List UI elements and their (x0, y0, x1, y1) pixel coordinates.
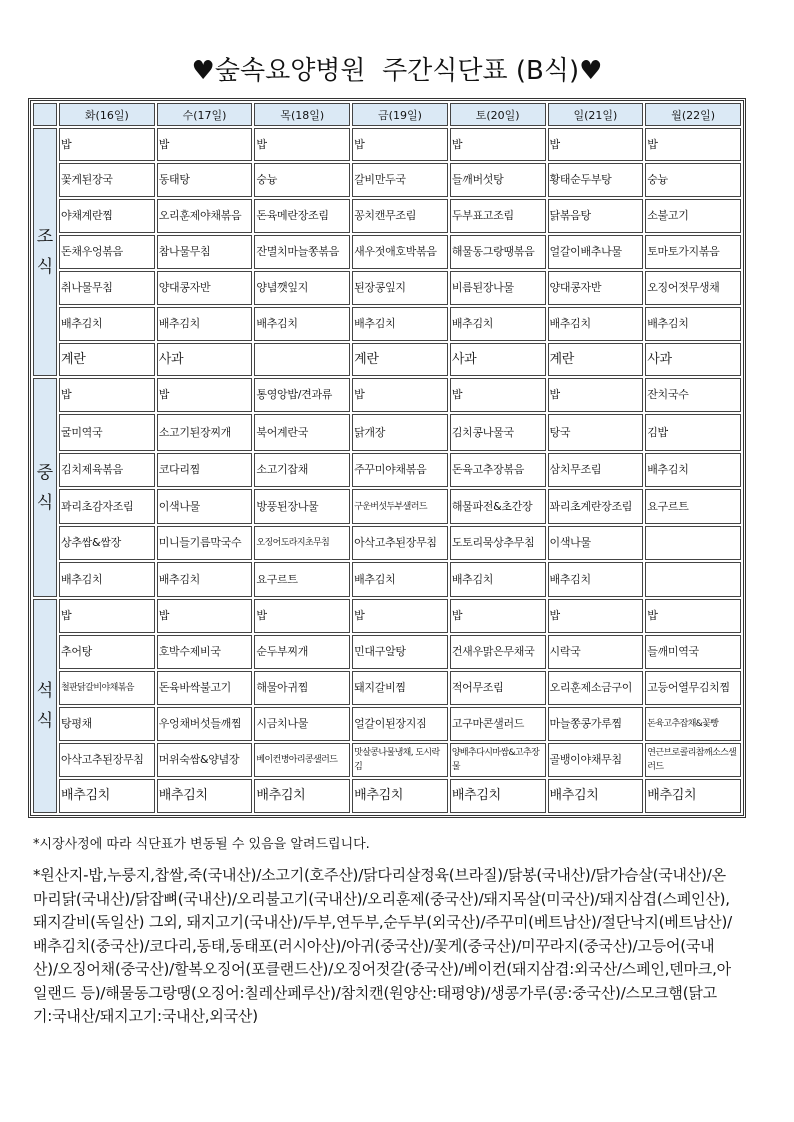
menu-item: 배추김치 (645, 307, 741, 341)
menu-item: 탕국 (548, 414, 644, 451)
menu-item: 고등어열무김치찜 (645, 671, 741, 705)
menu-item: 사과 (157, 343, 253, 376)
menu-item: 호박수제비국 (157, 635, 253, 669)
day-header-row (33, 103, 741, 126)
menu-item: 구운버섯두부샐러드 (352, 489, 448, 524)
menu-item: 토마토가지볶음 (645, 235, 741, 269)
menu-item: 배추김치 (59, 779, 155, 813)
menu-item: 오리훈제야채볶음 (157, 199, 253, 233)
menu-item: 새우젓애호박볶음 (352, 235, 448, 269)
menu-item: 배추김치 (450, 307, 546, 341)
dinner-row (33, 707, 741, 741)
lunch-label: 중 식 (33, 378, 57, 597)
day-header: 화(16일) (59, 103, 155, 126)
menu-item: 꽃게된장국 (59, 163, 155, 197)
menu-item: 우엉채버섯들깨찜 (157, 707, 253, 741)
menu-item: 배추김치 (254, 307, 350, 341)
menu-item: 배추김치 (157, 779, 253, 813)
menu-item: 밥 (157, 378, 253, 412)
menu-table-frame (28, 98, 746, 818)
menu-item: 사과 (645, 343, 741, 376)
menu-item: 돈육메란장조림 (254, 199, 350, 233)
menu-item: 방풍된장나물 (254, 489, 350, 524)
lunch-row (33, 378, 741, 412)
menu-item: 밥 (352, 599, 448, 633)
menu-item: 아삭고추된장무침 (352, 526, 448, 560)
menu-item: 배추김치 (59, 307, 155, 341)
menu-item: 배추김치 (352, 779, 448, 813)
menu-item: 고구마콘샐러드 (450, 707, 546, 741)
menu-item: 적어무조림 (450, 671, 546, 705)
menu-item: 밥 (59, 599, 155, 633)
menu-item: 밥 (59, 128, 155, 161)
breakfast-row (33, 199, 741, 233)
menu-item: 배추김치 (548, 307, 644, 341)
weekly-menu-table (31, 101, 743, 815)
menu-item: 배추김치 (157, 307, 253, 341)
menu-item: 통영앙밥/견과류 (254, 378, 350, 412)
change-notice: *시장사정에 따라 식단표가 변동될 수 있음을 알려드립니다. (33, 837, 370, 852)
menu-item: 갈비만두국 (352, 163, 448, 197)
menu-item: 오징어젓무생채 (645, 271, 741, 305)
menu-item: 숭늉 (645, 163, 741, 197)
menu-item: 도토리묵상추무침 (450, 526, 546, 560)
menu-item: 맛살콩나물냉채, 도시락김 (352, 743, 448, 777)
menu-item: 두부표고조림 (450, 199, 546, 233)
menu-item: 밥 (450, 128, 546, 161)
origin-notice: *원산지-밥,누룽지,찹쌀,죽(국내산)/소고기(호주산)/닭다리살정육(브라질)/닭봉(국내산)/닭가슴살(국내산)/온마리닭(국내산)/닭잡뼈(국내산)/오리불고기(국내산)/오리훈제(중국산)/돼지목살(미국산)/돼지삼겹(스페인산),돼지갈비(독일산) 그외, 돼지고기(국내산)/두부,연두부,순두부(외국산)/주꾸미(베트남산)/절단낙지(베트남산)/배추김치(중국산)/코다리,동태,동태포(러시아산)/아귀(중국산)/꽃게(중국산)/미꾸라지(중국산)/고등어(국내산)/오징어채(중국산)/할복오징어(포클랜드산)/오징어젓갈(중국산)/베이컨(돼지삼겹:외국산/스페인,덴마크,아일랜드 등)/해물동그랑땡(오징어:칠레산페루산)/참치캔(원양산:태평양)/생콩가루(콩:중국산)/스모크햄(닭고기:국내산/돼지고기:국내산,외국산) (33, 866, 732, 1025)
dinner-label: 석 식 (33, 599, 57, 813)
menu-item: 주꾸미야채볶음 (352, 453, 448, 487)
menu-item: 잔멸치마늘쫑볶음 (254, 235, 350, 269)
menu-item: 연근브로콜리참깨소스샐러드 (645, 743, 741, 777)
menu-item: 배추김치 (450, 562, 546, 597)
menu-item: 양대콩자반 (548, 271, 644, 305)
menu-item: 취나물무침 (59, 271, 155, 305)
menu-item: 김치콩나물국 (450, 414, 546, 451)
menu-item: 머위숙쌈&양념장 (157, 743, 253, 777)
menu-item: 꽈리초감자조림 (59, 489, 155, 524)
menu-item: 된장콩잎지 (352, 271, 448, 305)
menu-item: 삼치무조림 (548, 453, 644, 487)
menu-item: 돈육바싹불고기 (157, 671, 253, 705)
menu-item: 양념깻잎지 (254, 271, 350, 305)
breakfast-row (33, 128, 741, 161)
dinner-row (33, 671, 741, 705)
menu-body (33, 128, 741, 813)
menu-item: 오리훈제소금구이 (548, 671, 644, 705)
menu-item: 미니들기름막국수 (157, 526, 253, 560)
menu-item: 이색나물 (548, 526, 644, 560)
dinner-row (33, 599, 741, 633)
menu-item: 배추김치 (450, 779, 546, 813)
menu-item: 오징어도라지초무침 (254, 526, 350, 560)
menu-item: 해물파전&초간장 (450, 489, 546, 524)
menu-item: 밥 (157, 128, 253, 161)
menu-item: 황태순두부탕 (548, 163, 644, 197)
menu-item: 밥 (548, 128, 644, 161)
menu-item: 들깨버섯탕 (450, 163, 546, 197)
breakfast-row (33, 343, 741, 376)
menu-item: 배추김치 (548, 562, 644, 597)
menu-item: 밥 (548, 378, 644, 412)
menu-item: 숭늉 (254, 163, 350, 197)
lunch-row (33, 489, 741, 524)
menu-item: 추어탕 (59, 635, 155, 669)
menu-item: 소고기된장찌개 (157, 414, 253, 451)
menu-item: 돈채우엉볶음 (59, 235, 155, 269)
menu-item (254, 343, 350, 376)
dinner-row (33, 743, 741, 777)
menu-item: 밥 (352, 378, 448, 412)
menu-item: 마늘쫑콩가루찜 (548, 707, 644, 741)
menu-item: 밥 (450, 599, 546, 633)
menu-item: 김밥 (645, 414, 741, 451)
lunch-row (33, 453, 741, 487)
menu-item: 건새우맑은무채국 (450, 635, 546, 669)
menu-item: 배추김치 (254, 779, 350, 813)
menu-item: 코다리찜 (157, 453, 253, 487)
page-title: ♥숲속요양병원 주간식단표 (B식)♥ (191, 56, 603, 86)
menu-item: 소고기잡채 (254, 453, 350, 487)
menu-item: 배추김치 (352, 307, 448, 341)
menu-item (645, 526, 741, 560)
breakfast-row (33, 307, 741, 341)
menu-item: 돈육고추잡채&꽃빵 (645, 707, 741, 741)
menu-item: 잔치국수 (645, 378, 741, 412)
menu-item: 비름된장나물 (450, 271, 546, 305)
breakfast-row (33, 163, 741, 197)
menu-item: 요구르트 (645, 489, 741, 524)
menu-item: 돼지갈비찜 (352, 671, 448, 705)
menu-item: 꽁치캔무조림 (352, 199, 448, 233)
menu-item: 야채계란찜 (59, 199, 155, 233)
menu-item: 해물동그랑땡볶음 (450, 235, 546, 269)
menu-item: 배추김치 (352, 562, 448, 597)
menu-item: 순두부찌개 (254, 635, 350, 669)
menu-item: 상추쌈&쌈장 (59, 526, 155, 560)
menu-item: 굴미역국 (59, 414, 155, 451)
menu-item: 철판닭갈비야채볶음 (59, 671, 155, 705)
menu-item: 이색나물 (157, 489, 253, 524)
menu-item: 참나물무침 (157, 235, 253, 269)
menu-item: 배추김치 (59, 562, 155, 597)
menu-item: 시락국 (548, 635, 644, 669)
menu-item: 소불고기 (645, 199, 741, 233)
menu-item: 밥 (450, 378, 546, 412)
menu-item: 배추김치 (548, 779, 644, 813)
day-header: 토(20일) (450, 103, 546, 126)
lunch-row (33, 562, 741, 597)
menu-item: 얼갈이된장지짐 (352, 707, 448, 741)
menu-item: 배추김치 (645, 779, 741, 813)
day-header: 목(18일) (254, 103, 350, 126)
menu-item: 시금치나물 (254, 707, 350, 741)
menu-item: 양배추다시마쌈&고추장물 (450, 743, 546, 777)
menu-item: 김치제육볶음 (59, 453, 155, 487)
menu-item: 밥 (157, 599, 253, 633)
menu-item: 동태탕 (157, 163, 253, 197)
menu-item: 얼갈이배추나물 (548, 235, 644, 269)
menu-item: 탕평채 (59, 707, 155, 741)
menu-item: 사과 (450, 343, 546, 376)
menu-item (645, 562, 741, 597)
menu-item: 밥 (645, 128, 741, 161)
breakfast-label: 조 식 (33, 128, 57, 376)
breakfast-row (33, 271, 741, 305)
menu-item: 배추김치 (645, 453, 741, 487)
menu-item: 돈육고추장볶음 (450, 453, 546, 487)
menu-item: 양대콩자반 (157, 271, 253, 305)
menu-item: 밥 (59, 378, 155, 412)
menu-item: 닭볶음탕 (548, 199, 644, 233)
menu-item: 밥 (352, 128, 448, 161)
menu-item: 들깨미역국 (645, 635, 741, 669)
menu-item: 골뱅이야채무침 (548, 743, 644, 777)
menu-item: 꽈리초계란장조림 (548, 489, 644, 524)
menu-item: 밥 (254, 599, 350, 633)
menu-item: 아삭고추된장무침 (59, 743, 155, 777)
menu-item: 계란 (352, 343, 448, 376)
day-header: 금(19일) (352, 103, 448, 126)
menu-item: 계란 (548, 343, 644, 376)
dinner-row (33, 779, 741, 813)
day-header: 월(22일) (645, 103, 741, 126)
lunch-row (33, 414, 741, 451)
corner-cell (33, 103, 57, 126)
day-header: 일(21일) (548, 103, 644, 126)
menu-item: 베이컨병아리콩샐러드 (254, 743, 350, 777)
menu-item: 계란 (59, 343, 155, 376)
menu-item: 해물아귀찜 (254, 671, 350, 705)
breakfast-row (33, 235, 741, 269)
menu-item: 요구르트 (254, 562, 350, 597)
menu-item: 밥 (254, 128, 350, 161)
menu-item: 밥 (645, 599, 741, 633)
menu-item: 배추김치 (157, 562, 253, 597)
menu-item: 닭개장 (352, 414, 448, 451)
menu-item: 밥 (548, 599, 644, 633)
lunch-row (33, 526, 741, 560)
dinner-row (33, 635, 741, 669)
menu-item: 민대구알탕 (352, 635, 448, 669)
day-header: 수(17일) (157, 103, 253, 126)
menu-item: 북어계란국 (254, 414, 350, 451)
